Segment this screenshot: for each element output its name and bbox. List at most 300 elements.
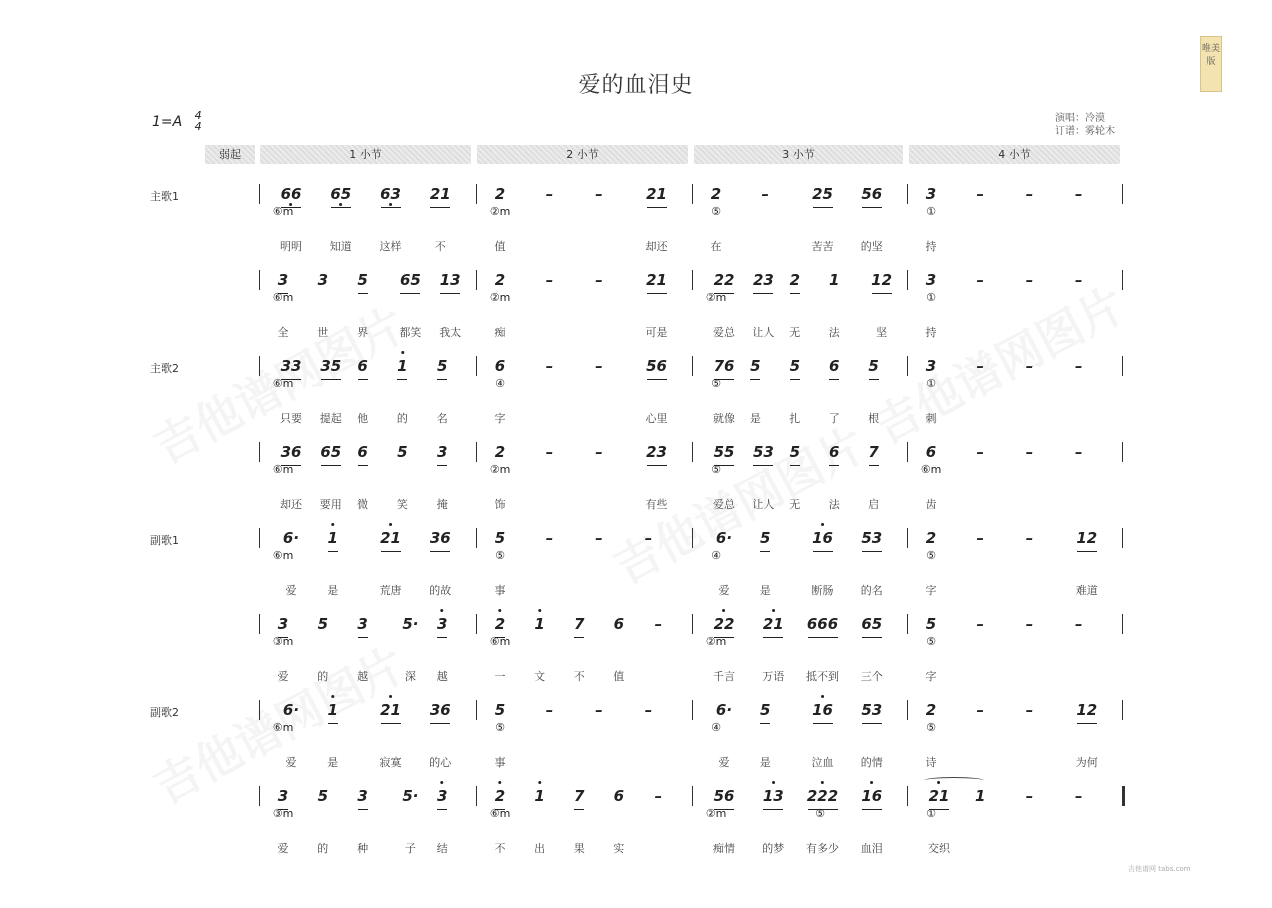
barline (907, 270, 908, 290)
note: 5 (397, 443, 408, 461)
barline (476, 700, 477, 720)
beam-underline (862, 207, 882, 208)
barline (1122, 786, 1125, 806)
lyric: 掩 (436, 498, 448, 511)
note: 2 (925, 701, 937, 719)
beam-underline (437, 809, 447, 810)
note: 5 (750, 357, 761, 375)
lyric: 爱 (285, 756, 297, 769)
key-prefix: 1= (152, 114, 173, 130)
note: – (595, 185, 603, 203)
lyric: 无 (789, 326, 801, 339)
note: 3 (317, 271, 329, 289)
octave-dot (870, 781, 873, 784)
barline (692, 442, 693, 462)
barline (476, 184, 477, 204)
chord-symbol: ⑤ (926, 635, 936, 648)
chord-symbol: ① (926, 205, 936, 218)
note: 5 (760, 701, 771, 719)
note: 6 (925, 443, 937, 461)
lyric: 万语 (762, 670, 785, 683)
header-measure-1: 1 小节 (260, 145, 471, 164)
note: 6· (282, 529, 300, 547)
note: 1 (328, 527, 338, 549)
note: – (976, 615, 984, 633)
note: 76 (713, 357, 735, 375)
chord-symbol: ⑤ (495, 721, 505, 734)
beam-underline (328, 551, 338, 552)
barline (259, 184, 260, 204)
note: 5· (402, 787, 419, 805)
barline (907, 700, 908, 720)
note: 5 (317, 615, 329, 633)
barline (907, 356, 908, 376)
note: 21 (646, 271, 667, 289)
note: 1 (828, 271, 840, 289)
note: 36 (280, 443, 302, 461)
note: 35 (320, 357, 342, 375)
beam-underline (647, 207, 667, 208)
barline (259, 700, 260, 720)
note: 3 (277, 615, 289, 633)
octave-dot (821, 523, 824, 526)
note: 7 (573, 787, 585, 805)
octave-dot (772, 781, 775, 784)
beam-underline (763, 637, 783, 638)
note: 21 (929, 785, 950, 807)
note: 22 (714, 613, 735, 635)
note: 16 (861, 785, 882, 807)
time-signature-top: 4 (194, 109, 202, 122)
lyric: 却还 (645, 240, 668, 253)
lyric: 法 (828, 326, 840, 339)
lyric: 事 (494, 584, 506, 597)
note: 55 (713, 443, 735, 461)
chord-symbol: ⑥m (920, 463, 942, 476)
note: 65 (330, 183, 351, 205)
lyric: 法 (828, 498, 840, 511)
note: – (976, 529, 984, 547)
note: 65 (399, 271, 421, 289)
lyric: 的坚 (860, 240, 883, 253)
note: 23 (646, 443, 667, 461)
beam-underline (813, 551, 833, 552)
note: 6 (828, 443, 840, 461)
note: – (976, 271, 984, 289)
beam-underline (430, 723, 450, 724)
version-badge: 唯美版 (1200, 36, 1222, 92)
note: 2 (494, 271, 506, 289)
lyric: 扎 (789, 412, 801, 425)
octave-dot (389, 695, 392, 698)
octave-dot (389, 523, 392, 526)
credits (1055, 112, 1115, 138)
note: – (1075, 615, 1083, 633)
note: 5 (436, 357, 448, 375)
lyric: 就像 (713, 412, 735, 425)
lyric: 出 (534, 842, 546, 855)
note: 12 (871, 271, 893, 289)
chord-symbol: ⑥m (489, 807, 511, 820)
lyric: 字 (925, 584, 937, 597)
lyric: 无 (789, 498, 801, 511)
beam-underline (862, 637, 882, 638)
chord-symbol: ②m (489, 205, 511, 218)
note: – (976, 443, 984, 461)
note: 3 (925, 185, 937, 203)
lyric: 深 (404, 670, 416, 683)
beam-underline (397, 379, 407, 380)
lyric: 心里 (645, 412, 668, 425)
barline (692, 614, 693, 634)
note: 3 (277, 271, 289, 289)
arranger-credit: 订谱：雾轮木 (1055, 126, 1115, 137)
lyric: 他 (357, 412, 369, 425)
beam-underline (760, 551, 770, 552)
note: 56 (646, 357, 667, 375)
beam-underline (763, 809, 783, 810)
lyric: 爱总 (713, 326, 735, 339)
chord-symbol: ⑥m (272, 549, 294, 562)
note: 2 (495, 785, 505, 807)
note: 2 (494, 443, 506, 461)
lyric: 子 (404, 842, 416, 855)
note: 25 (812, 185, 833, 203)
beam-underline (760, 723, 770, 724)
note: 13 (763, 785, 784, 807)
lyric: 爱总 (713, 498, 735, 511)
note: 65 (861, 615, 883, 633)
lyric: 泣血 (811, 756, 834, 769)
lyric: 的 (317, 842, 329, 855)
lyric: 爱 (718, 756, 730, 769)
beam-underline (358, 293, 368, 294)
barline (476, 270, 477, 290)
note: 5 (357, 271, 368, 289)
lyric: 越 (436, 670, 448, 683)
beam-underline (813, 207, 833, 208)
note: – (1025, 529, 1034, 547)
note: 23 (752, 271, 774, 289)
barline (259, 356, 260, 376)
lyric: 根 (868, 412, 880, 425)
beam-underline (437, 465, 447, 466)
beam-underline (869, 465, 879, 466)
beam-underline (440, 293, 460, 294)
lyric: 文 (534, 670, 546, 683)
note: 3 (436, 443, 448, 461)
beam-underline (430, 551, 450, 552)
lyric: 名 (436, 412, 448, 425)
lyric: 是 (759, 584, 771, 597)
octave-dot (499, 609, 502, 612)
note: 5 (925, 615, 937, 633)
barline (692, 356, 693, 376)
beam-underline (1077, 551, 1097, 552)
note: – (644, 529, 653, 547)
lyric: 明明 (280, 240, 302, 253)
note: 6 (357, 357, 368, 375)
header-pickup: 弱起 (205, 145, 255, 164)
note: 666 (806, 615, 839, 633)
beam-underline (358, 809, 368, 810)
chord-symbol: ⑤ (926, 721, 936, 734)
lyric: 不 (573, 670, 585, 683)
note: 6 (613, 787, 625, 805)
note: 16 (812, 527, 833, 549)
lyric: 却还 (280, 498, 302, 511)
beam-underline (321, 465, 341, 466)
note: 33 (280, 357, 302, 375)
note: – (545, 443, 554, 461)
chord-symbol: ⑤ (711, 463, 721, 476)
lyric: 爱 (285, 584, 297, 597)
lyric: 荒唐 (379, 584, 402, 597)
chord-symbol: ⑤ (815, 807, 825, 820)
beam-underline (321, 379, 341, 380)
note: 6· (715, 529, 733, 547)
chord-symbol: ⑤ (711, 205, 721, 218)
lyric: 齿 (925, 498, 937, 511)
lyric: 果 (573, 842, 585, 855)
note: 2 (789, 271, 801, 289)
beam-underline (829, 379, 839, 380)
note: 222 (807, 785, 838, 807)
lyric: 刺 (925, 412, 937, 425)
note: 5 (317, 787, 329, 805)
note: – (545, 529, 554, 547)
barline (1122, 700, 1123, 720)
note: – (595, 271, 603, 289)
barline (1122, 614, 1123, 634)
chord-symbol: ⑤ (926, 549, 936, 562)
note: 12 (1076, 529, 1098, 547)
note: 3 (437, 785, 447, 807)
note: 6 (828, 357, 840, 375)
lyric: 的 (317, 670, 329, 683)
lyric: 爱 (718, 584, 730, 597)
beam-underline (647, 379, 667, 380)
lyric: 事 (494, 756, 506, 769)
lyric: 千言 (713, 670, 735, 683)
section-label: 副歌1 (150, 534, 179, 547)
chord-symbol: ⑥m (272, 377, 294, 390)
beam-underline (753, 465, 773, 466)
beam-underline (574, 809, 584, 810)
note: 3 (277, 787, 289, 805)
lyric: 诗 (925, 756, 937, 769)
beam-underline (328, 723, 338, 724)
note: 1 (397, 355, 407, 377)
chord-symbol: ③m (272, 807, 294, 820)
barline (907, 442, 908, 462)
octave-dot (772, 609, 775, 612)
section-label: 主歌2 (150, 362, 179, 375)
barline (907, 786, 908, 806)
lyric: 提起 (319, 412, 342, 425)
lyric: 值 (494, 240, 506, 253)
lyric: 种 (357, 842, 369, 855)
note: 5 (789, 443, 801, 461)
note: – (545, 271, 554, 289)
note: 21 (646, 185, 667, 203)
note: – (1025, 357, 1034, 375)
beam-underline (647, 293, 667, 294)
octave-dot (389, 203, 392, 206)
note: 16 (812, 699, 833, 721)
barline (476, 356, 477, 376)
note: – (1075, 787, 1083, 805)
barline (907, 528, 908, 548)
beam-underline (647, 465, 667, 466)
lyric: 交织 (928, 842, 950, 855)
lyric: 我太 (439, 326, 462, 339)
chord-symbol: ④ (711, 549, 721, 562)
octave-dot (538, 609, 541, 612)
octave-dot (821, 695, 824, 698)
lyric: 只要 (280, 412, 302, 425)
lyric: 笑 (396, 498, 408, 511)
beam-underline (829, 465, 839, 466)
lyric: 要用 (319, 498, 342, 511)
note: – (545, 357, 554, 375)
beam-underline (381, 551, 401, 552)
barline (1122, 442, 1123, 462)
beam-underline (862, 551, 882, 552)
lyric: 让人 (752, 498, 775, 511)
note: 3 (925, 271, 937, 289)
octave-dot (538, 781, 541, 784)
lyric: 启 (868, 498, 880, 511)
lyric: 三个 (860, 670, 883, 683)
lyric: 爱 (277, 842, 289, 855)
note: – (1025, 185, 1034, 203)
lyric: 有些 (645, 498, 668, 511)
note: 2 (495, 613, 505, 635)
note: – (1075, 357, 1083, 375)
note: 5 (789, 357, 801, 375)
note: 2 (494, 185, 506, 203)
note: 56 (861, 185, 883, 203)
lyric: 让人 (752, 326, 775, 339)
note: 53 (752, 443, 774, 461)
note: – (1075, 443, 1083, 461)
note: 21 (380, 699, 401, 721)
note: – (545, 701, 554, 719)
chord-symbol: ⑥m (272, 205, 294, 218)
note: – (654, 615, 663, 633)
lyric: 的故 (429, 584, 452, 597)
lyric: 爱 (277, 670, 289, 683)
beam-underline (862, 809, 882, 810)
note: 7 (868, 443, 879, 461)
note: 65 (320, 443, 342, 461)
lyric: 界 (357, 326, 369, 339)
lyric: 断肠 (811, 584, 834, 597)
barline (692, 700, 693, 720)
octave-dot (723, 609, 726, 612)
time-signature-bottom: 4 (194, 120, 202, 133)
beam-underline (872, 293, 892, 294)
chord-symbol: ②m (705, 807, 727, 820)
beam-underline (358, 465, 368, 466)
barline (692, 270, 693, 290)
barline (259, 442, 260, 462)
lyric: 越 (357, 670, 369, 683)
chord-symbol: ① (926, 377, 936, 390)
key-tonic: A (172, 114, 183, 130)
beam-underline (790, 465, 800, 466)
chord-symbol: ⑥m (272, 291, 294, 304)
chord-symbol: ②m (705, 291, 727, 304)
beam-underline (869, 379, 879, 380)
note: – (1075, 185, 1083, 203)
barline (1122, 356, 1123, 376)
beam-underline (381, 207, 401, 208)
barline (476, 528, 477, 548)
note: 53 (861, 701, 883, 719)
beam-underline (358, 637, 368, 638)
lyric: 都笑 (399, 326, 422, 339)
chord-symbol: ⑥m (272, 721, 294, 734)
lyric: 是 (759, 756, 771, 769)
lyric: 是 (327, 584, 339, 597)
section-label: 副歌2 (150, 706, 179, 719)
barline (476, 442, 477, 462)
beam-underline (430, 207, 450, 208)
chord-symbol: ③m (272, 635, 294, 648)
chord-symbol: ②m (705, 635, 727, 648)
note: – (595, 701, 603, 719)
note: 1 (534, 613, 544, 635)
footer-mark: 吉他谱网 tabs.com (1128, 865, 1191, 873)
chord-symbol: ④ (711, 721, 721, 734)
lyric: 的情 (860, 756, 883, 769)
barline (1122, 528, 1123, 548)
beam-underline (574, 637, 584, 638)
chord-symbol: ④ (495, 377, 505, 390)
note: 1 (975, 787, 986, 805)
lyric: 字 (925, 670, 937, 683)
note: – (595, 443, 603, 461)
lyric: 实 (613, 842, 625, 855)
barline (1122, 184, 1123, 204)
lyric: 不 (494, 842, 506, 855)
lyric: 可是 (645, 326, 668, 339)
barline (259, 614, 260, 634)
beam-underline (790, 379, 800, 380)
note: – (1025, 443, 1034, 461)
octave-dot (441, 781, 444, 784)
note: 36 (429, 529, 451, 547)
chord-symbol: ① (926, 807, 936, 820)
note: 6 (494, 357, 506, 375)
barline (476, 614, 477, 634)
lyric: 饰 (494, 498, 506, 511)
note: – (976, 357, 984, 375)
beam-underline (790, 293, 800, 294)
lyric: 血泪 (860, 842, 883, 855)
note: – (1025, 271, 1034, 289)
beam-underline (437, 637, 447, 638)
barline (476, 786, 477, 806)
barline (907, 184, 908, 204)
lyric: 的心 (429, 756, 452, 769)
note: 21 (429, 185, 451, 203)
note: 56 (713, 787, 735, 805)
section-label: 主歌1 (150, 190, 179, 203)
lyric: 的 (396, 412, 408, 425)
